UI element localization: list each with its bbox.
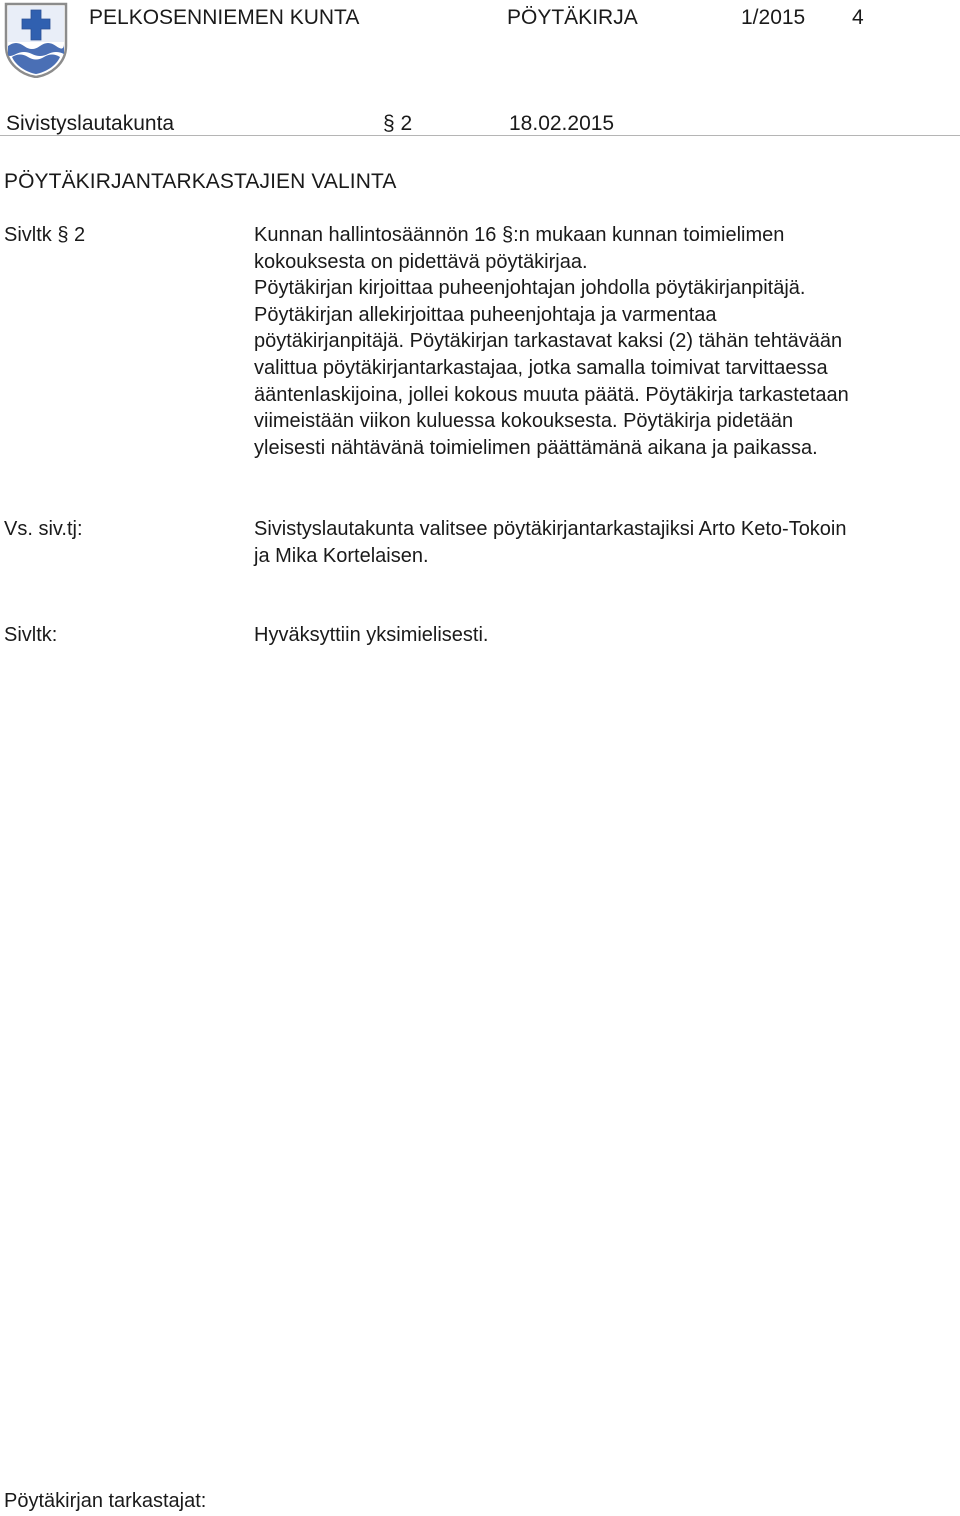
header-divider xyxy=(0,135,960,136)
item-body-text: Kunnan hallintosäännön 16 §:n mukaan kunnan toimielimen kokouksesta on pidettävä pöytäkirjaa. Pöytäkirjan kirjoittaa puheenjohtajan johdolla pöytäkirjanpitäjä. Pöytäkirjan allekirjoittaa puheenjohtaja ja varmentaa pöytäkirjanpitäjä. Pöytäkirjan tarkastavat kaksi (2) tähän tehtävään valittua pöytäkirjantarkastajaa, jotka samalla toimivat tarvittaessa ääntenlaskijoina, jollei kokous muuta päätä. Pöytäkirja tarkastetaan viimeistään viikon kuluessa kokouksesta. Pöytäkirja pidetään yleisesti nähtävänä toimielimen päättämänä aikana ja paikassa. xyxy=(254,224,849,459)
coat-of-arms-icon xyxy=(4,2,68,78)
proposal-label: Vs. siv.tj: xyxy=(4,518,83,540)
board-name: Sivistyslautakunta xyxy=(6,112,175,135)
item-reference-label: Sivltk § 2 xyxy=(4,224,86,246)
item-title: PÖYTÄKIRJANTARKASTAJIEN VALINTA xyxy=(4,170,397,193)
meeting-date: 18.02.2015 xyxy=(509,112,615,135)
municipality-name: PELKOSENNIEMEN KUNTA xyxy=(89,6,360,29)
proposal-text: Sivistyslautakunta valitsee pöytäkirjantarkastajiksi Arto Keto-Tokoin ja Mika Kortelaisen. xyxy=(254,518,847,567)
page-number: 4 xyxy=(852,6,864,29)
decision-text: Hyväksyttiin yksimielisesti. xyxy=(254,624,489,646)
document-type: PÖYTÄKIRJA xyxy=(507,6,638,29)
reviewers-label: Pöytäkirjan tarkastajat: xyxy=(4,1490,207,1512)
section-number: § 2 xyxy=(383,112,413,135)
decision-label: Sivltk: xyxy=(4,624,58,646)
minutes-number: 1/2015 xyxy=(741,6,806,29)
